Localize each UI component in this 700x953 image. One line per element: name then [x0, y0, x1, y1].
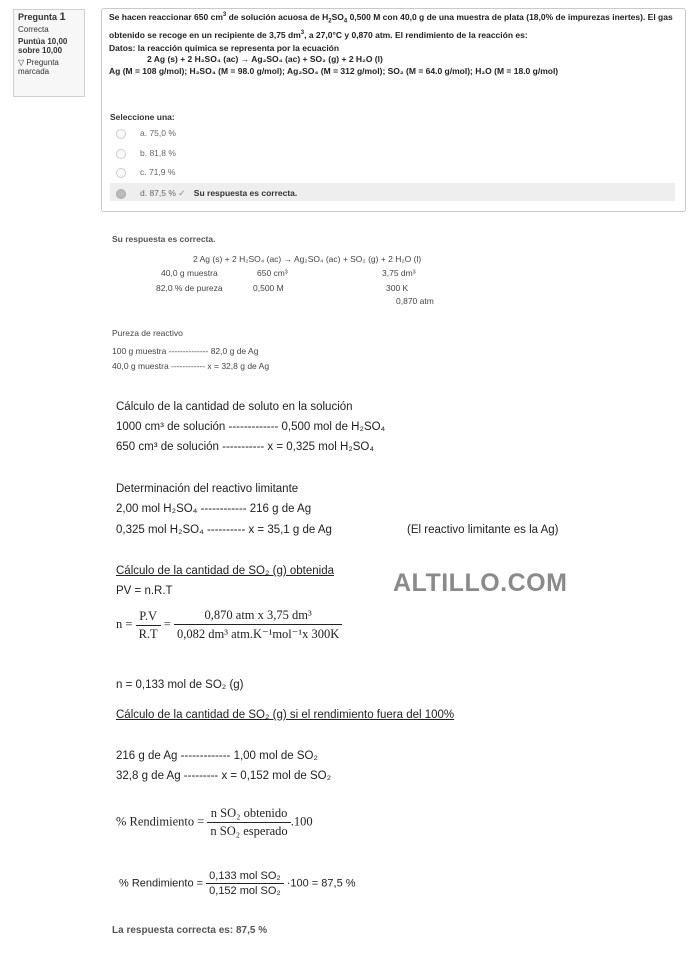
so2-title: Cálculo de la cantidad de SO₂ (g) obtenida — [116, 565, 334, 577]
n-result: n = 0,133 mol de SO₂ (g) — [116, 679, 244, 691]
option-c[interactable]: c. 71,9 % — [116, 167, 175, 178]
radio-d[interactable] — [116, 189, 126, 199]
question-text — [109, 10, 681, 77]
select-prompt: Seleccione una: — [110, 112, 175, 122]
data-col3-b: 300 K — [386, 283, 409, 293]
data-col3-c: 0,870 atm — [396, 296, 434, 306]
radio-b[interactable] — [116, 149, 126, 159]
data-col2-a: 650 cm³ — [257, 268, 288, 278]
data-col2-b: 0,500 M — [253, 283, 284, 293]
solution-header: Su respuesta es correcta. — [112, 234, 216, 244]
pureza-line-2: 40,0 g muestra ------------ x = 32,8 g de Ag — [112, 361, 270, 371]
data-col1-b: 82,0 % de pureza — [156, 283, 223, 293]
question-status: Correcta — [18, 25, 49, 34]
flag-question[interactable]: ▽ Pregunta marcada — [18, 58, 59, 76]
soluto-title: Cálculo de la cantidad de soluto en la solución — [116, 401, 353, 413]
pureza-line-1: 100 g muestra -------------- 82,0 g de Ag — [112, 346, 259, 356]
rend-fraction: $\frac{\text{n SO₂ obtenido}}{\text{n SO₂ esperado}}$ — [207, 806, 290, 839]
feedback-text: Su respuesta es correcta. — [193, 188, 298, 198]
flag-icon: ▽ — [18, 58, 25, 67]
radio-c[interactable] — [116, 168, 126, 178]
data-col1-a: 40,0 g muestra — [161, 268, 218, 278]
limit-line-2: 0,325 mol H₂SO₄ ---------- x = 35,1 g de Ag — [116, 524, 332, 536]
rend-calc-fraction: $\frac{\text{0,133 mol SO₂}}{\text{0,152 mol SO₂}}$ — [206, 870, 284, 897]
limit-note: (El reactivo limitante es la Ag) — [407, 524, 559, 536]
soluto-line-1: 1000 cm³ de solución ------------- 0,500 mol de H₂SO₄ — [116, 421, 386, 433]
pv-equation: PV = n.R.T — [116, 585, 173, 597]
rend-line-2: 32,8 g de Ag --------- x = 0,152 mol de SO₂ — [116, 770, 332, 782]
question-info-panel — [13, 9, 85, 97]
question-score: Puntúa 10,00 sobre 10,00 — [18, 37, 68, 55]
molar-masses: Ag (M = 108 g/mol); H₂SO₄ (M = 98.0 g/mol); Ag₂SO₄ (M = 312 g/mol); SO₂ (M = 64.0 g/mol); H₂O (M = 18.0 g/mol) — [109, 66, 559, 77]
rend-line-1: 216 g de Ag ------------- 1,00 mol de SO₂ — [116, 750, 318, 762]
watermark: ALTILLO.COM — [393, 569, 568, 597]
option-d[interactable]: d. 87,5 % ✓ Su respuesta es correcta. — [116, 188, 297, 199]
datos-line: Datos: la reacción química se representa por la ecuación — [109, 43, 340, 54]
check-icon: ✓ — [178, 188, 186, 198]
ideal-gas-formula: n = $\frac{P.V}{R.T}$ = $\frac{\text{0,870 atm x 3,75 dm³}}{\text{0,082 dm³ atm.K⁻¹mol⁻¹x 300K}}$ — [116, 608, 342, 642]
rend-title: Cálculo de la cantidad de SO₂ (g) si el rendimiento fuera del 100% — [116, 709, 455, 721]
question-number: Pregunta 1 — [18, 11, 66, 23]
option-a[interactable]: a. 75,0 % — [116, 128, 176, 139]
soluto-line-2: 650 cm³ de solución ----------- x = 0,325 mol H₂SO₄ — [116, 441, 375, 453]
radio-a[interactable] — [116, 129, 126, 139]
pv-fraction: $\frac{P.V}{R.T}$ — [136, 609, 161, 642]
limit-title: Determinación del reactivo limitante — [116, 483, 299, 495]
equation-line: 2 Ag (s) + 2 H₂SO₄ (ac) → Ag₂SO₄ (ac) + SO₂ (g) + 2 H₂O (l) — [147, 54, 383, 65]
limit-line-1: 2,00 mol H₂SO₄ ------------ 216 g de Ag — [116, 503, 312, 515]
solution-reaction: 2 Ag (s) + 2 H₂SO₄ (ac) → Ag₂SO₄ (ac) + SO₂ (g) + 2 H₂O (l) — [193, 254, 422, 264]
data-col3-a: 3,75 dm³ — [382, 268, 416, 278]
option-b[interactable]: b. 81,8 % — [116, 148, 176, 159]
final-answer: La respuesta correcta es: 87,5 % — [112, 925, 268, 936]
question-statement: Se hacen reaccionar 650 $cm^3$ de solución acuosa de $H_2SO_4$ 0,500 M con 40,0 g de una muestra de plata (18,0% de impurezas inertes). El gas obtenido se recoge en un recipiente de 3,75 $dm^3$, a 27,0°C y 0,870 atm. El rendimiento de la reacción es: — [109, 11, 673, 40]
value-fraction: $\frac{\text{0,870 atm x 3,75 dm³}}{\text{0,082 dm³ atm.K⁻¹mol⁻¹x 300K}}$ — [174, 608, 342, 642]
rend-calc: % Rendimiento = $\frac{\text{0,133 mol SO₂}}{\text{0,152 mol SO₂}}$ ·100 = 87,5 % — [119, 870, 356, 897]
pureza-title: Pureza de reactivo — [112, 328, 183, 338]
rend-formula: % Rendimiento = $\frac{\text{n SO₂ obtenido}}{\text{n SO₂ esperado}}$ .100 — [116, 806, 313, 838]
